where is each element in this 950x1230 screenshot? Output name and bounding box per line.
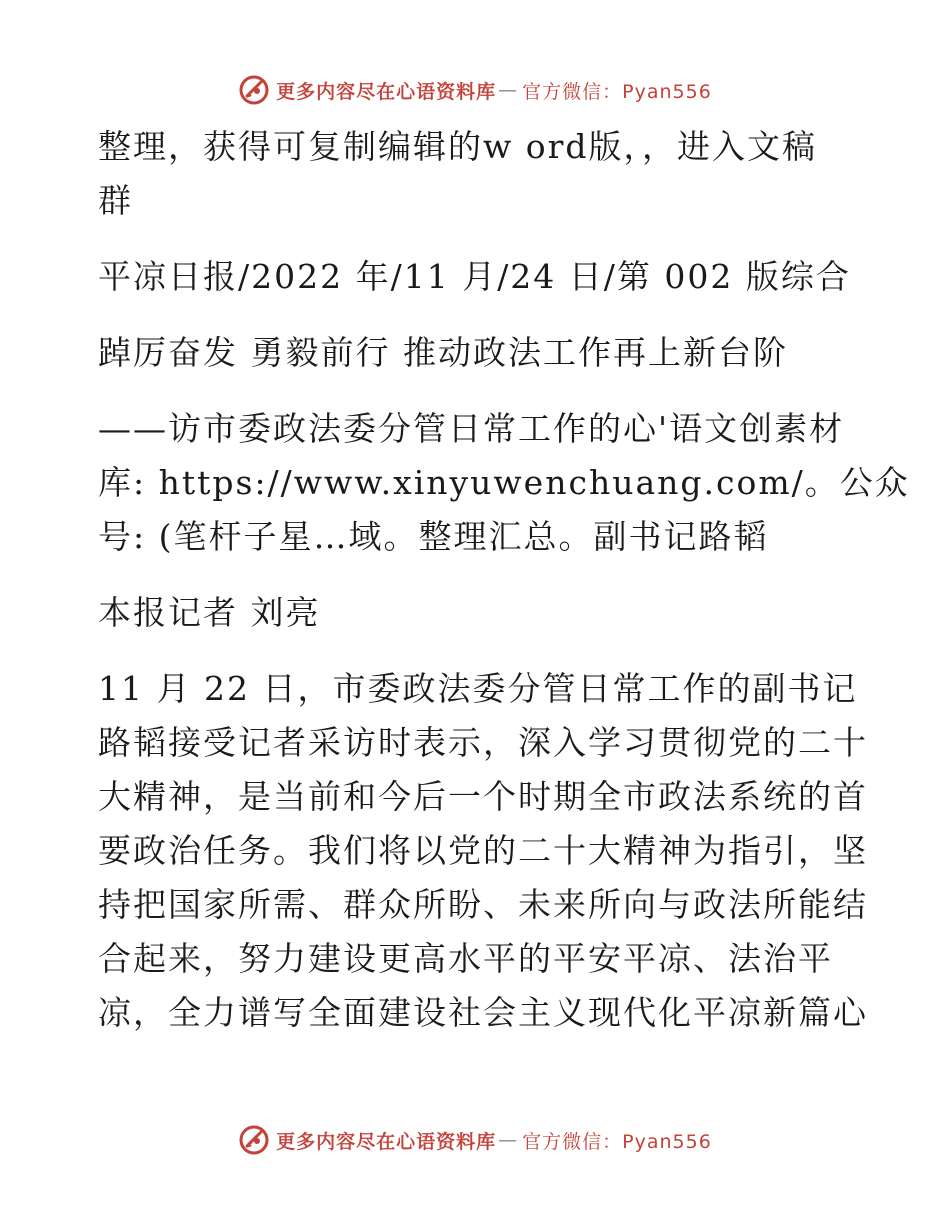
banner-separator: — (498, 1129, 519, 1151)
banner-wechat-text: 官方微信：Pyan556 (522, 1130, 712, 1153)
brand-logo-icon (238, 74, 270, 106)
banner-wechat-text: 官方微信：Pyan556 (522, 80, 712, 103)
byline: 本报记者 刘亮 (98, 593, 321, 632)
paragraph-line-4: 要政治任务。我们将以党的二十大精神为指引，坚 (98, 831, 868, 870)
paragraph-line-5: 持把国家所需、群众所盼、未来所向与政法所能结 (98, 885, 868, 924)
footer-watermark-banner (0, 1120, 950, 1160)
banner-separator: — (498, 79, 519, 101)
subheadline-line-1: ——访市委政法委分管日常工作的心'语文创素材 (98, 409, 845, 448)
banner-brand-text: 更多内容尽在心语资料库 (276, 1130, 497, 1153)
document-body (98, 120, 910, 1040)
source-line: 平凉日报/2022 年/11 月/24 日/第 002 版综合 (98, 257, 851, 296)
banner-brand-text: 更多内容尽在心语资料库 (276, 80, 497, 103)
brand-logo-icon (238, 1124, 270, 1156)
article-headline: 踔厉奋发 勇毅前行 推动政法工作再上新台阶 (98, 333, 788, 372)
intro-line-2: 群 (98, 181, 133, 220)
paragraph-line-6: 合起来，努力建设更高水平的平安平凉、法治平 (98, 939, 833, 978)
paragraph-line-2: 路韬接受记者采访时表示，深入学习贯彻党的二十 (98, 723, 868, 762)
paragraph-line-1: 11 月 22 日，市委政法委分管日常工作的副书记 (98, 669, 858, 708)
subheadline-line-3: 号: (笔杆子星…域。整理汇总。副书记路韬 (98, 517, 769, 556)
header-watermark-banner (0, 70, 950, 110)
paragraph-line-7: 凉，全力谱写全面建设社会主义现代化平凉新篇心 (98, 993, 868, 1032)
paragraph-line-3: 大精神，是当前和今后一个时期全市政法系统的首 (98, 777, 868, 816)
subheadline-line-2: 库: https://www.xinyuwenchuang.com/。公众 (98, 463, 910, 502)
intro-line-1: 整理，获得可复制编辑的w ord版，，进入文稿 (98, 127, 818, 166)
